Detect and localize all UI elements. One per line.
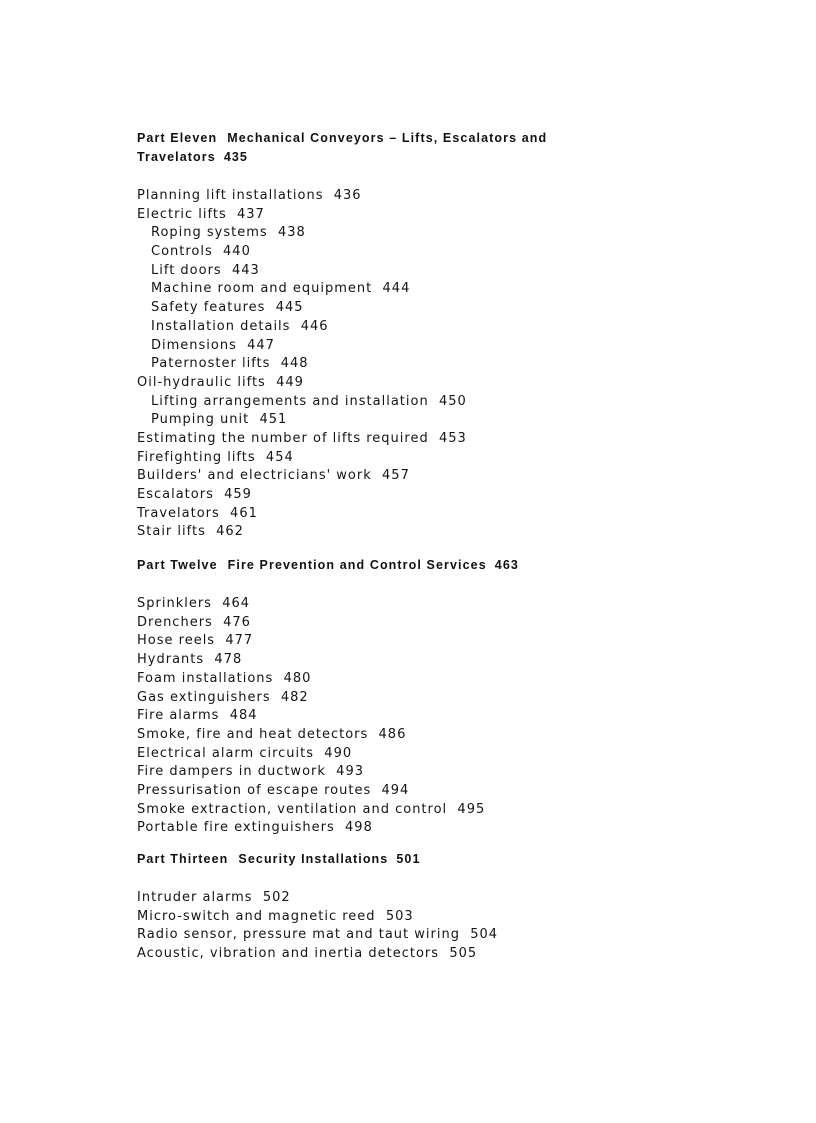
toc-subentry[interactable] xyxy=(137,411,757,430)
toc-entry[interactable] xyxy=(137,707,757,726)
entry-title: Builders' and electricians' work xyxy=(137,468,372,484)
entry-title: Hose reels xyxy=(137,633,216,649)
entry-page-number: 453 xyxy=(438,430,467,446)
toc-entry[interactable] xyxy=(137,670,757,689)
toc-entry[interactable] xyxy=(137,467,757,486)
entry-title: Paternoster lifts xyxy=(151,356,271,372)
toc-subentry[interactable] xyxy=(137,224,757,243)
part-title: Security Installations xyxy=(238,852,389,866)
entry-page-number: 494 xyxy=(381,782,410,798)
toc-section-part-eleven xyxy=(137,129,757,542)
toc-entry[interactable] xyxy=(137,449,757,468)
toc-entry[interactable] xyxy=(137,726,757,745)
toc-entry[interactable] xyxy=(137,763,757,782)
entry-page-number: 505 xyxy=(449,946,478,962)
toc-entry[interactable] xyxy=(137,908,757,927)
toc-subentry[interactable] xyxy=(137,299,757,318)
entry-page-number: 502 xyxy=(262,890,291,905)
toc-entry[interactable] xyxy=(137,374,757,393)
entry-page-number: 462 xyxy=(216,524,244,540)
entry-page-number: 457 xyxy=(382,468,410,484)
toc-section-part-twelve xyxy=(137,556,757,838)
toc-entry[interactable] xyxy=(137,819,757,838)
part-title-line-2: Travelators xyxy=(137,150,216,164)
entry-title: Installation details xyxy=(151,318,291,334)
entry-title: Electrical alarm circuits xyxy=(137,745,315,761)
entry-page-number: 490 xyxy=(324,745,353,761)
toc-subentry[interactable] xyxy=(137,318,757,337)
toc-subentry[interactable] xyxy=(137,243,757,262)
entry-title: Escalators xyxy=(137,487,214,502)
entry-title: Fire dampers in ductwork xyxy=(137,764,326,780)
toc-entry[interactable] xyxy=(137,523,757,542)
entry-page-number: 480 xyxy=(283,670,312,686)
toc-entry[interactable] xyxy=(137,889,757,908)
entry-title: Acoustic, vibration and inertia detectors xyxy=(137,946,440,962)
part-heading xyxy=(137,129,757,167)
toc-entry[interactable] xyxy=(137,651,757,670)
toc-entry[interactable] xyxy=(137,632,757,651)
entry-page-number: 486 xyxy=(378,726,407,742)
toc-entry[interactable] xyxy=(137,945,757,964)
toc-subentry[interactable] xyxy=(137,393,757,412)
toc-section-part-thirteen xyxy=(137,850,757,964)
entry-page-number: 478 xyxy=(214,652,243,668)
entry-title: Pumping unit xyxy=(151,412,250,428)
toc-entry[interactable] xyxy=(137,505,757,524)
part-heading xyxy=(137,556,757,575)
toc-entry[interactable] xyxy=(137,689,757,708)
part-page-number: 463 xyxy=(494,558,519,573)
part-label: Part Thirteen xyxy=(137,852,229,866)
entry-title: Estimating the number of lifts required xyxy=(137,430,429,446)
entry-title: Roping systems xyxy=(151,225,268,241)
toc-entry[interactable] xyxy=(137,595,757,614)
toc-entry-list xyxy=(137,595,757,838)
entry-title: Portable fire extinguishers xyxy=(137,820,335,836)
entry-page-number: 440 xyxy=(223,244,251,260)
toc-entry[interactable] xyxy=(137,430,757,449)
part-label: Part Eleven xyxy=(137,131,218,145)
entry-title: Safety features xyxy=(151,300,266,316)
entry-page-number: 482 xyxy=(280,689,309,705)
entry-title: Controls xyxy=(151,244,213,260)
entry-title: Lift doors xyxy=(151,262,222,278)
toc-entry[interactable] xyxy=(137,745,757,764)
toc-entry-list xyxy=(137,889,757,964)
toc-subentry[interactable] xyxy=(137,337,757,356)
entry-title: Foam installations xyxy=(137,670,274,686)
entry-title: Electric lifts xyxy=(137,206,227,222)
entry-title: Lifting arrangements and installation xyxy=(151,393,429,409)
part-title-line-1: Mechanical Conveyors – Lifts, Escalators and xyxy=(227,131,548,145)
entry-page-number: 484 xyxy=(229,708,258,724)
toc-entry[interactable] xyxy=(137,801,757,820)
entry-page-number: 446 xyxy=(300,318,329,334)
entry-page-number: 461 xyxy=(230,505,258,521)
toc-subentry[interactable] xyxy=(137,280,757,299)
toc-entry-list xyxy=(137,187,757,542)
entry-page-number: 449 xyxy=(276,374,304,390)
entry-page-number: 451 xyxy=(259,412,288,428)
entry-page-number: 454 xyxy=(265,449,294,465)
entry-title: Pressurisation of escape routes xyxy=(137,782,372,798)
toc-entry[interactable] xyxy=(137,782,757,801)
toc-subentry[interactable] xyxy=(137,355,757,374)
entry-title: Machine room and equipment xyxy=(151,281,373,297)
entry-title: Travelators xyxy=(137,505,220,521)
entry-title: Smoke extraction, ventilation and control xyxy=(137,801,448,817)
table-of-contents xyxy=(137,129,757,964)
entry-page-number: 437 xyxy=(237,206,265,222)
entry-page-number: 477 xyxy=(225,633,254,649)
entry-page-number: 493 xyxy=(336,764,364,780)
entry-page-number: 464 xyxy=(222,596,251,612)
entry-page-number: 436 xyxy=(333,188,362,203)
entry-title: Stair lifts xyxy=(137,524,206,540)
entry-title: Drenchers xyxy=(137,614,213,630)
toc-subentry[interactable] xyxy=(137,262,757,281)
entry-page-number: 495 xyxy=(457,801,486,817)
entry-title: Dimensions xyxy=(151,337,237,353)
entry-title: Hydrants xyxy=(137,652,205,668)
entry-page-number: 498 xyxy=(345,820,373,836)
entry-title: Intruder alarms xyxy=(137,890,253,905)
part-page-number: 501 xyxy=(396,852,421,866)
entry-title: Planning lift installations xyxy=(137,188,324,203)
toc-entry[interactable] xyxy=(137,926,757,945)
entry-page-number: 443 xyxy=(231,262,260,278)
part-label: Part Twelve xyxy=(137,558,218,573)
part-title: Fire Prevention and Control Services xyxy=(227,558,487,573)
entry-title: Sprinklers xyxy=(137,596,212,612)
entry-title: Radio sensor, pressure mat and taut wiring xyxy=(137,927,460,943)
entry-page-number: 476 xyxy=(223,614,251,630)
toc-entry[interactable] xyxy=(137,614,757,633)
entry-page-number: 459 xyxy=(224,487,252,502)
entry-title: Micro-switch and magnetic reed xyxy=(137,908,376,924)
part-page-number: 435 xyxy=(223,150,248,164)
toc-entry[interactable] xyxy=(137,187,757,206)
entry-page-number: 504 xyxy=(470,927,499,943)
entry-page-number: 447 xyxy=(247,337,275,353)
entry-title: Firefighting lifts xyxy=(137,449,256,465)
toc-entry[interactable] xyxy=(137,486,757,505)
entry-page-number: 444 xyxy=(382,281,411,297)
entry-page-number: 448 xyxy=(280,356,309,372)
toc-entry[interactable] xyxy=(137,206,757,225)
entry-title: Smoke, fire and heat detectors xyxy=(137,726,369,742)
entry-page-number: 450 xyxy=(438,393,467,409)
entry-title: Oil-hydraulic lifts xyxy=(137,374,266,390)
entry-title: Fire alarms xyxy=(137,708,220,724)
entry-page-number: 445 xyxy=(275,300,304,316)
part-heading xyxy=(137,850,757,869)
entry-page-number: 503 xyxy=(385,908,414,924)
entry-title: Gas extinguishers xyxy=(137,689,271,705)
entry-page-number: 438 xyxy=(277,225,306,241)
